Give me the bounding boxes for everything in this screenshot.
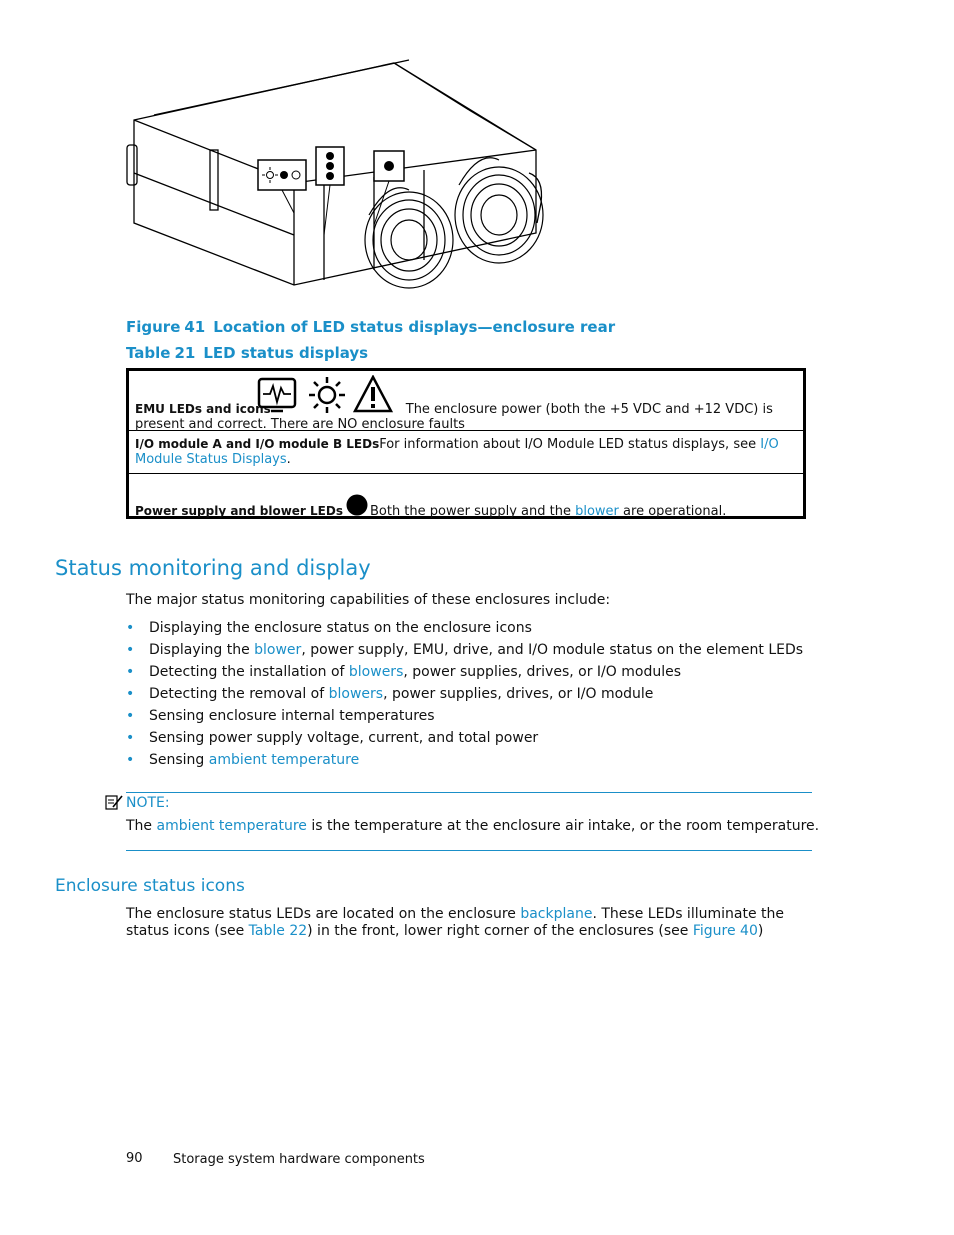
note-pencil-icon bbox=[105, 794, 123, 810]
list-item-text: Displaying the bbox=[149, 642, 255, 658]
table-22-link[interactable]: Table 22 bbox=[248, 923, 308, 939]
list-item bbox=[126, 727, 803, 749]
capabilities-list bbox=[126, 617, 803, 771]
monitor-pulse-icon bbox=[257, 377, 297, 413]
ambient-temperature-link[interactable]: ambient temperature bbox=[156, 818, 307, 834]
note-bottom-rule bbox=[126, 850, 812, 851]
note-text-start: The bbox=[126, 818, 157, 834]
list-item bbox=[126, 661, 803, 683]
paragraph-text: . These LEDs illuminate the status icons (see bbox=[126, 906, 784, 939]
enclosure-rear-drawing bbox=[124, 55, 554, 295]
subsection-title: Enclosure status icons bbox=[55, 876, 245, 896]
paragraph-text: ) bbox=[757, 923, 764, 939]
bullet-icon: • bbox=[126, 730, 135, 746]
list-item-text: Sensing bbox=[149, 752, 209, 768]
list-item-text: Sensing power supply voltage, current, and total power bbox=[149, 730, 539, 746]
table-caption-text: LED status displays bbox=[203, 344, 369, 362]
figure-caption-label: Figure bbox=[126, 318, 181, 336]
bullet-icon: • bbox=[126, 620, 135, 636]
sun-icon bbox=[307, 375, 347, 415]
blowers-link[interactable]: blowers bbox=[348, 664, 404, 680]
note-text bbox=[126, 818, 819, 835]
solid-dot-icon bbox=[344, 494, 370, 518]
section-intro: The major status monitoring capabilities of these enclosures include: bbox=[126, 592, 611, 608]
page-number: 90 bbox=[126, 1151, 143, 1166]
list-item-text: Displaying the enclosure status on the enclosure icons bbox=[149, 620, 532, 636]
figure-caption-text: Location of LED status displays—enclosure rear bbox=[213, 318, 616, 336]
bullet-icon: • bbox=[126, 642, 135, 658]
table-row bbox=[129, 431, 803, 474]
ambient-temperature-link[interactable]: ambient temperature bbox=[208, 752, 360, 768]
row-text: Both the power supply and the bbox=[369, 504, 576, 519]
row-label: EMU LEDs and icons bbox=[135, 402, 271, 416]
footer-chapter: Storage system hardware components bbox=[173, 1152, 425, 1167]
paragraph-text: The enclosure status LEDs are located on the enclosure bbox=[126, 906, 521, 922]
io-module-status-link[interactable]: I/O Module Status Displays bbox=[135, 437, 779, 467]
list-item bbox=[126, 705, 803, 727]
list-item-text: Sensing enclosure internal temperatures bbox=[149, 708, 435, 724]
table-row bbox=[129, 474, 803, 519]
blower-link[interactable]: blower bbox=[575, 504, 619, 519]
enclosure-rear-figure bbox=[124, 55, 554, 295]
bullet-icon: • bbox=[126, 664, 135, 680]
backplane-link[interactable]: backplane bbox=[520, 906, 593, 922]
note-top-rule bbox=[126, 792, 812, 793]
bullet-icon: • bbox=[126, 686, 135, 702]
list-item-text: Detecting the installation of bbox=[149, 664, 349, 680]
list-item bbox=[126, 683, 803, 705]
bullet-icon: • bbox=[126, 708, 135, 724]
row-text-end: are operational. bbox=[618, 504, 727, 519]
led-status-table bbox=[126, 368, 806, 519]
table-caption-label: Table bbox=[126, 344, 171, 362]
figure-40-link[interactable]: Figure 40 bbox=[692, 923, 758, 939]
list-item bbox=[126, 617, 803, 639]
blower-link[interactable]: blower bbox=[254, 642, 302, 658]
table-caption-number: 21 bbox=[174, 344, 196, 362]
bullet-icon: • bbox=[126, 752, 135, 768]
list-item bbox=[126, 749, 803, 771]
figure-caption bbox=[126, 318, 615, 336]
section-title: Status monitoring and display bbox=[55, 556, 371, 580]
table-row bbox=[129, 371, 803, 431]
list-item-text: , power supplies, drives, or I/O modules bbox=[403, 664, 681, 680]
note-label: NOTE: bbox=[126, 795, 170, 811]
list-item-text: , power supplies, drives, or I/O module bbox=[383, 686, 654, 702]
row-label: Power supply and blower LEDs bbox=[135, 504, 343, 518]
subsection-paragraph bbox=[126, 906, 826, 940]
paragraph-text: ) in the front, lower right corner of the enclosures (see bbox=[307, 923, 693, 939]
blowers-link[interactable]: blowers bbox=[328, 686, 384, 702]
list-item bbox=[126, 639, 803, 661]
row-text: The enclosure power (both the +5 VDC and +12 VDC) is present and correct. There are NO enclosure faults bbox=[135, 402, 773, 432]
list-item-text: Detecting the removal of bbox=[149, 686, 329, 702]
warning-icon bbox=[353, 375, 393, 413]
row-text-end: . bbox=[286, 452, 291, 467]
figure-caption-number: 41 bbox=[184, 318, 206, 336]
list-item-text: , power supply, EMU, drive, and I/O module status on the element LEDs bbox=[301, 642, 804, 658]
note-text-end: is the temperature at the enclosure air intake, or the room temperature. bbox=[306, 818, 820, 834]
row-text: For information about I/O Module LED status displays, see bbox=[379, 437, 761, 452]
row-label: I/O module A and I/O module B LEDs bbox=[135, 437, 380, 451]
table-caption bbox=[126, 344, 368, 362]
